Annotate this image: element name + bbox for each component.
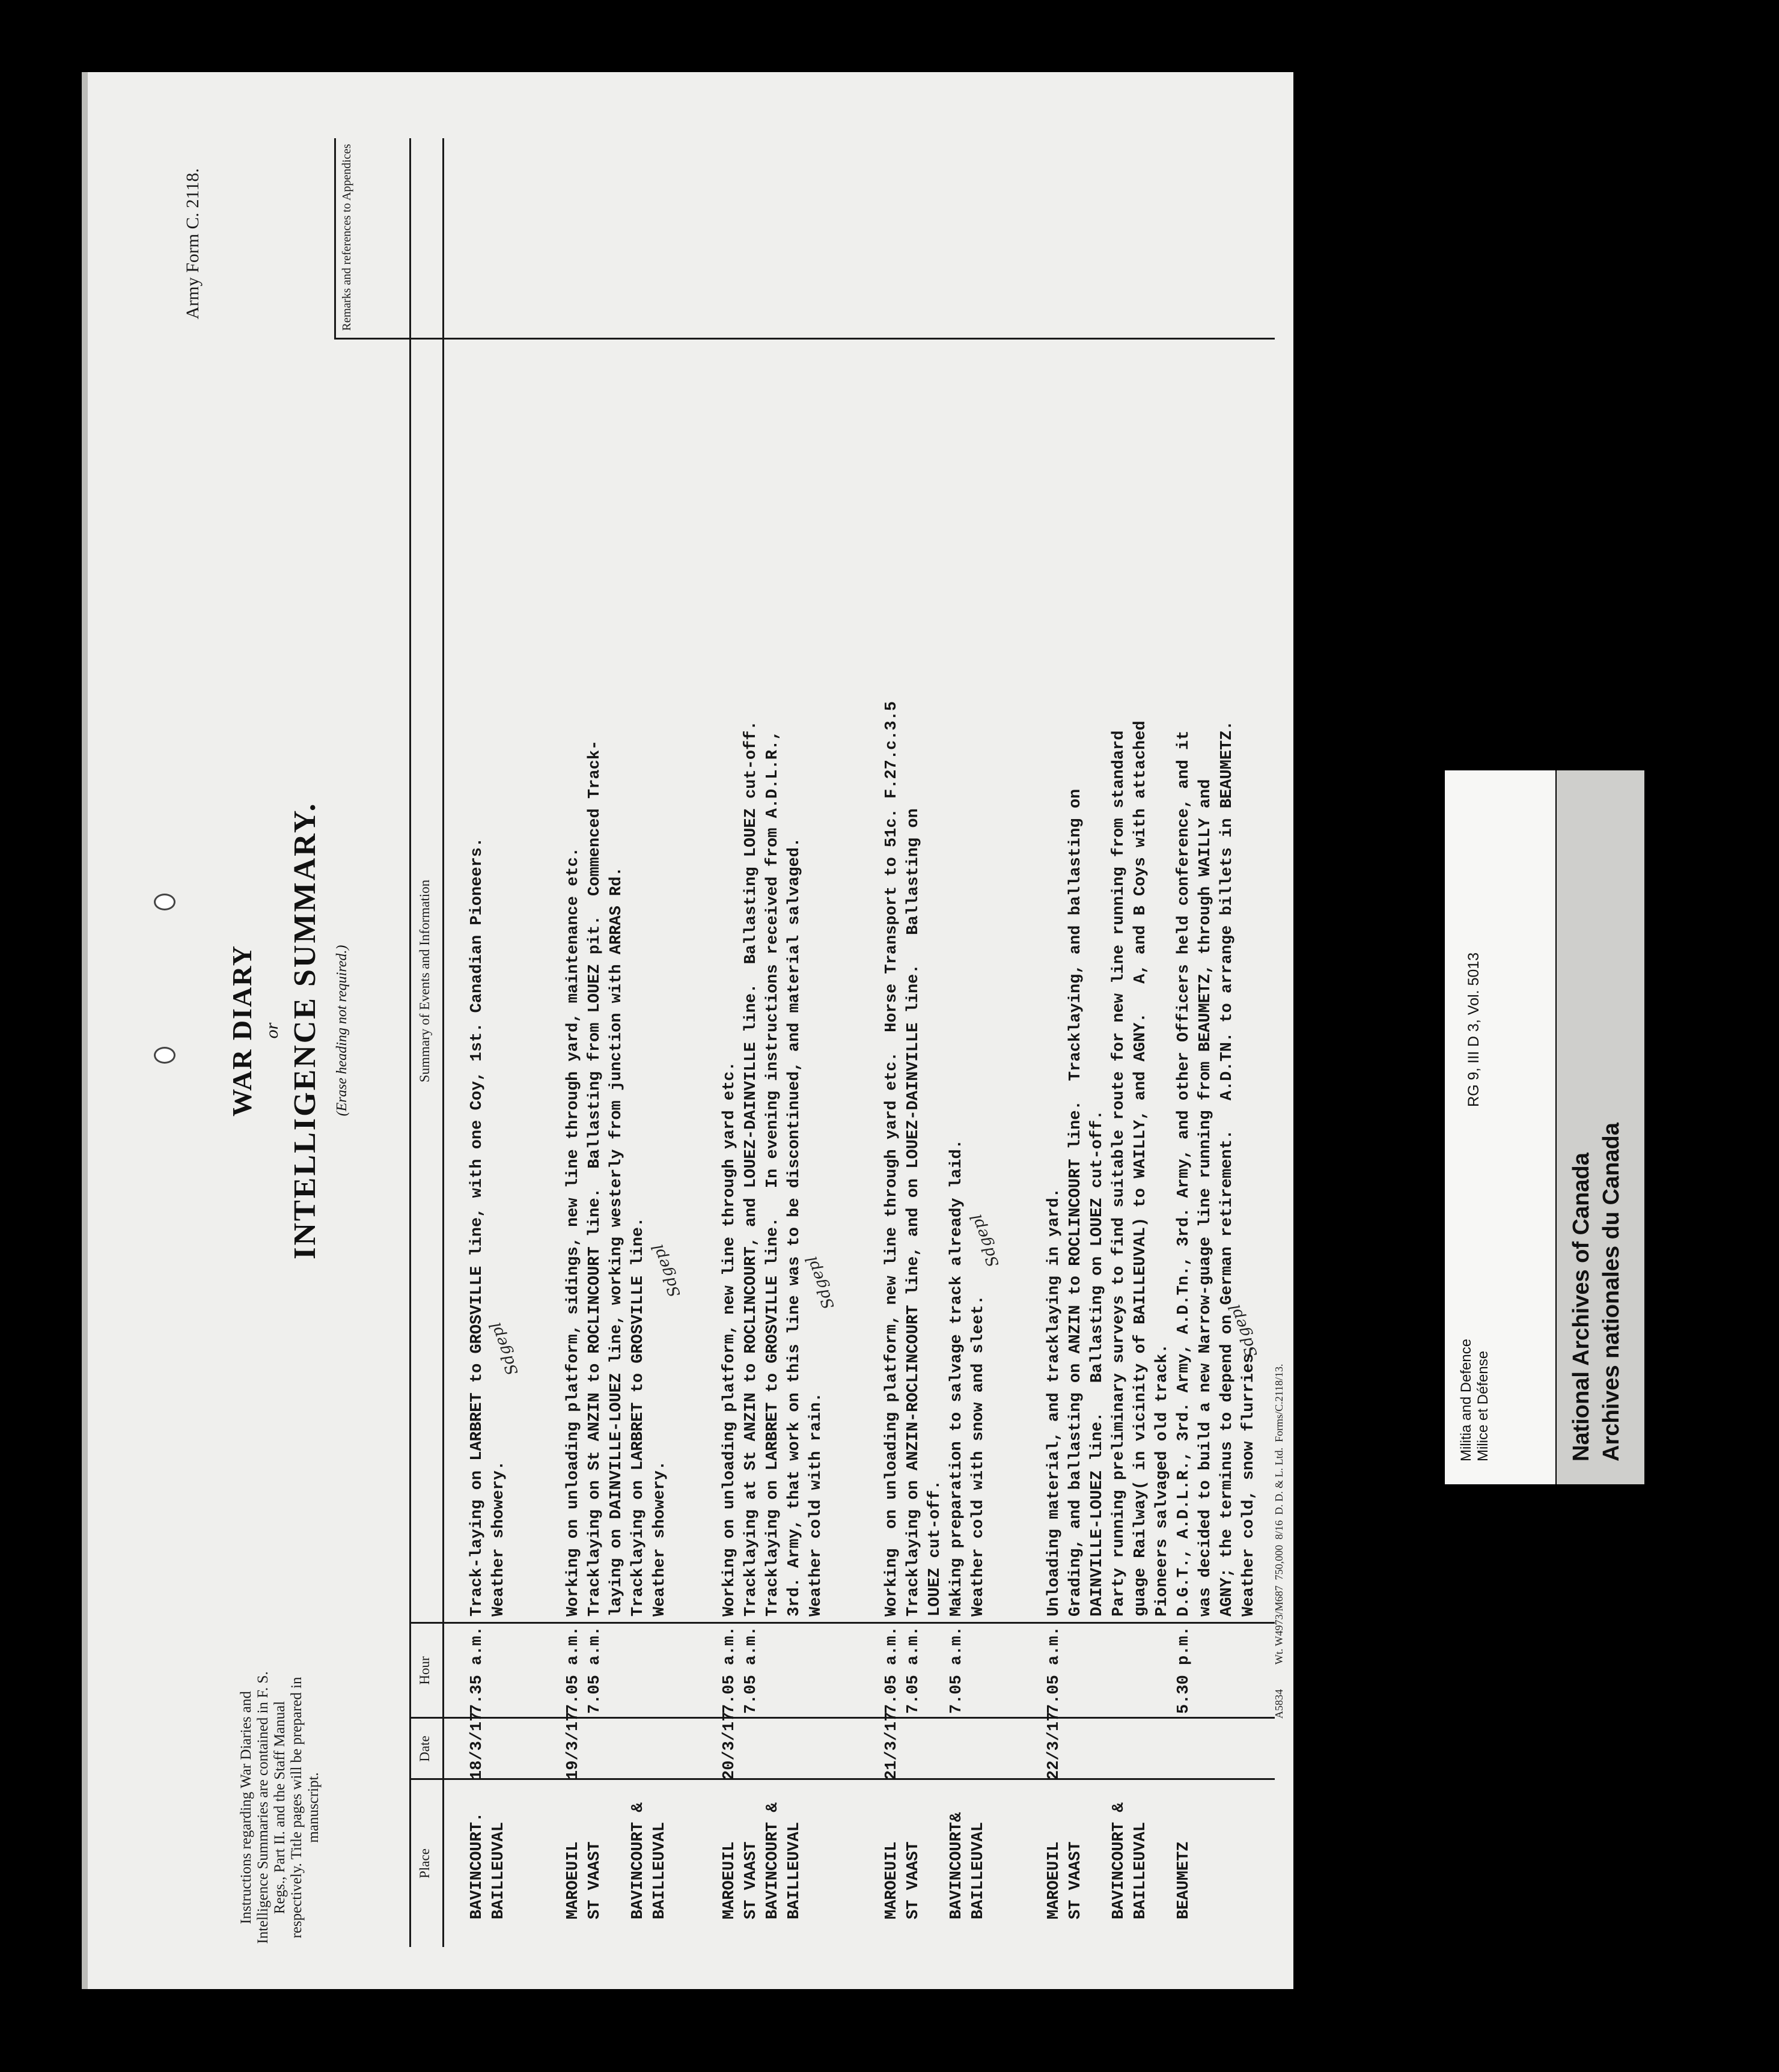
column-header-summary: Summary of Events and Information: [417, 879, 432, 1083]
entry-date: 20/3/17: [721, 1711, 739, 1780]
title-war-diary: WAR DIARY: [227, 945, 257, 1117]
card-creator-fr: Milice et Défense: [1475, 1350, 1491, 1461]
column-header-date: Date: [417, 1735, 432, 1762]
entry-place: MAROEUIL ST VAAST BAVINCOURT & BAILLEUVAL: [564, 1802, 669, 1919]
entry-summary: Unloading material, and tracklaying in yard. Grading, and ballasting on ANZIN to ROCLINCOURT line. Tracklaying, and ballasting on DAINVILLE-LOUEZ line. Ballasting on LOUEZ cut-off. Party running preliminary surveys to find suitable route for new line running from standard guage Railway( in vicinity of BAILLEUVAL) to WAILLY, and AGNY. A, and B Coys with attached Pioneers salvaged old track. D.G.T., A.D.L.R., 3rd. Army, A.D.Tn., 3rd. Army, and other Officers held conference, and it was decided to build a new Narrow-guage line running from BEAUMETZ, through WAILLY and AGNY; the terminus to depend on German retirement. A.D.TN. to arrange billets in BEAUMETZ. Weather cold, snow flurries.: [1045, 721, 1258, 1616]
remarks-top-rule: [334, 138, 336, 340]
entry-summary: Track-laying on LARBRET to GROSVILLE line, with one Coy, 1st. Canadian Pioneers. Weather showery.: [468, 837, 508, 1616]
header-bottom-rule: [442, 138, 444, 1947]
card-institution-en: National Archives of Canada: [1569, 1153, 1594, 1461]
column-rule: [409, 1717, 1275, 1719]
column-header-hour: Hour: [417, 1656, 432, 1685]
initials-signature: Sdgepl: [967, 1211, 1003, 1270]
card-creator-en: Militia and Defence: [1458, 1338, 1474, 1461]
column-rule: [334, 338, 1275, 340]
punch-hole: [154, 894, 175, 910]
header-top-rule: [409, 138, 411, 1947]
column-header-remarks: Remarks and references to Appendices: [340, 144, 353, 331]
title-or: or: [262, 1022, 282, 1039]
initials-signature: Sdgepl: [1225, 1302, 1262, 1360]
initials-signature: Sdgepl: [648, 1242, 685, 1300]
archive-reference-card: [1445, 770, 1644, 1484]
initials-signature: Sdgepl: [486, 1320, 522, 1378]
entry-summary: Working on unloading platform, sidings, new line through yard, maintenance etc. Tracklaying on St ANZIN to ROCLINCOURT line. Ballasting from LOUEZ pit. Commenced Track- laying on DAINVILLE-LOUEZ line, working westerly from junction with ARRAS Rd. Tracklaying on LARBRET to GROSVILLE line. Weather showery.: [564, 740, 669, 1616]
entry-hour: 7.35 a.m.: [468, 1626, 486, 1714]
entry-place: MAROEUIL ST VAAST BAVINCOURT & BAILLEUVAL BEAUMETZ: [1045, 1802, 1193, 1919]
entry-place: MAROEUIL ST VAAST BAVINCOURT & BAILLEUVAL: [721, 1802, 804, 1919]
entry-date: 19/3/17: [564, 1711, 582, 1780]
entry-hour: 7.05 a.m. 7.05 a.m.: [564, 1626, 604, 1714]
war-diary-page: [82, 72, 1293, 1989]
entry-date: 21/3/17: [883, 1711, 901, 1780]
entry-hour: 7.05 a.m. 7.05 a.m.: [721, 1626, 760, 1714]
entry-place: MAROEUIL ST VAAST BAVINCOURT& BAILLEUVAL: [883, 1812, 987, 1919]
title-note: (Erase heading not required.): [334, 945, 350, 1117]
column-header-place: Place: [417, 1848, 432, 1879]
army-form-number: Army Form C. 2118.: [183, 168, 203, 320]
entry-date: 22/3/17: [1045, 1711, 1063, 1780]
entry-summary: Working on unloading platform, new line through yard etc. Tracklaying at St ANZIN to ROCLINCOURT, and LOUEZ-DAINVILLE line. Ballasting LOUEZ cut-off. Tracklaying on LARBRET to GROSVILLE line. In evening instructions received from A.D.L.R., 3rd. Army, that work on this line was to be discontinued, and material salvaged. Weather cold with rain.: [721, 721, 825, 1616]
entry-summary: Working on unloading platform, new line through yard etc. Horse Transport to 51c. F.27.c.3.5 Tracklaying on ANZIN-ROCLINCOURT line, and on LOUEZ-DAINVILLE line. Ballasting on LOUEZ cut-off. Making preparation to salvage track already laid. Weather cold with snow and sleet.: [883, 701, 987, 1616]
entry-date: 18/3/17: [468, 1711, 486, 1780]
title-intelligence-summary: INTELLIGENCE SUMMARY.: [288, 802, 322, 1260]
entry-hour: 7.05 a.m. 5.30 p.m.: [1045, 1626, 1193, 1714]
initials-signature: Sdgepl: [802, 1254, 838, 1312]
footer-printer: Wt. W4973/M687 750,000 8/16 D. D. & L. Ltd. Forms/C.2118/13.: [1273, 1364, 1285, 1665]
footer-code: A5834: [1273, 1689, 1285, 1719]
card-reference: RG 9, III D 3, Vol. 5013: [1465, 952, 1482, 1107]
entry-hour: 7.05 a.m. 7.05 a.m. 7.05 a.m.: [883, 1626, 966, 1714]
card-institution-fr: Archives nationales du Canada: [1599, 1123, 1624, 1461]
entry-place: BAVINCOURT. BAILLEUVAL: [468, 1812, 508, 1919]
document-paper: [82, 72, 1293, 1989]
instructions-text: Instructions regarding War Diaries and Intelligence Summaries are contained in F. S. Regs., Part II. and the Staff Manual respectively. Title pages will be prepared in manuscript.: [238, 1671, 322, 1944]
punch-hole: [154, 1047, 175, 1064]
